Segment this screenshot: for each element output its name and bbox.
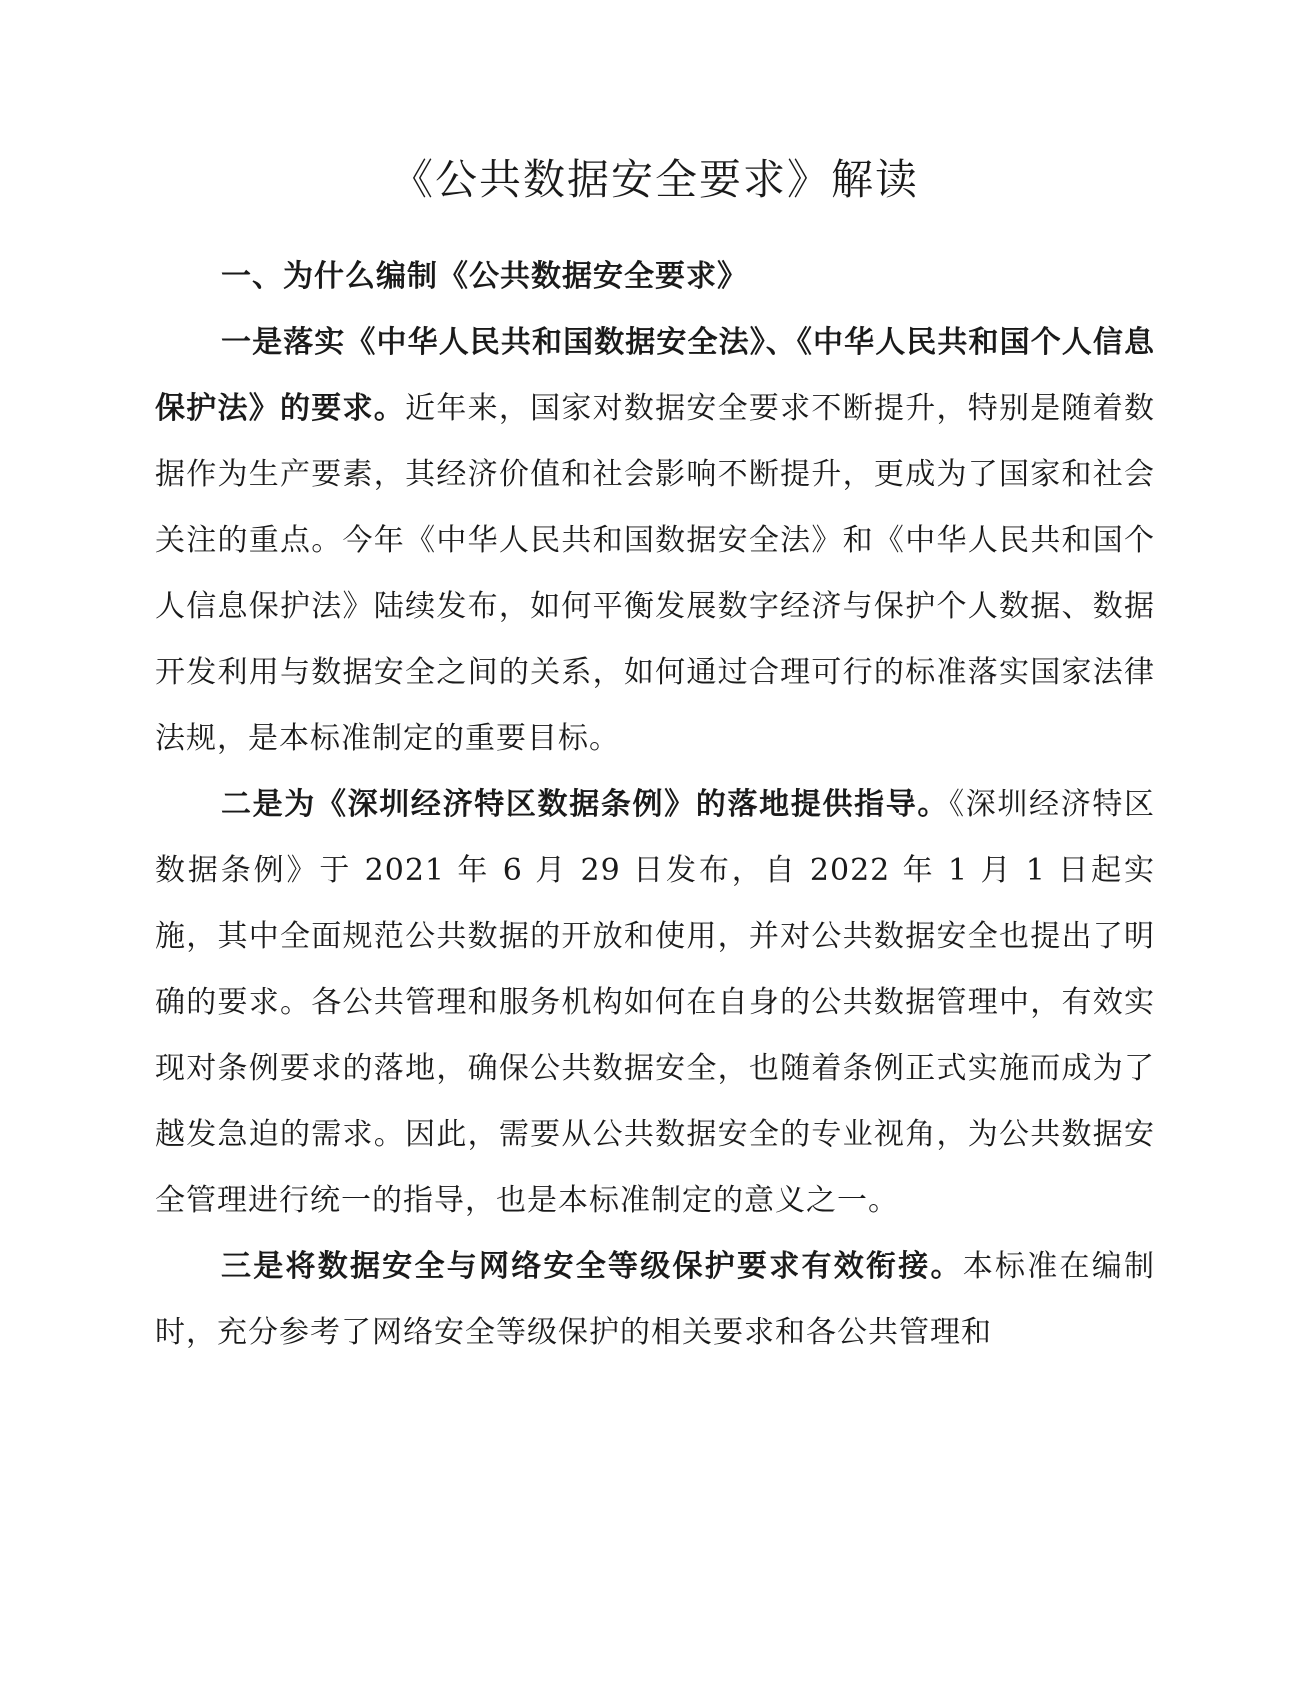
paragraph-1-body: 近年来，国家对数据安全要求不断提升，特别是随着数据作为生产要素，其经济价值和社会影响不断提升，更成为了国家和社会关注的重点。今年《中华人民共和国数据安全法》和《中华人民共和国个人信息保护法》陆续发布，如何平衡发展数字经济与保护个人数据、数据开发利用与数据安全之间的关系，如何通过合理可行的标准落实国家法律法规，是本标准制定的重要目标。 bbox=[155, 391, 1156, 756]
paragraph-1 bbox=[155, 310, 1155, 772]
paragraph-2 bbox=[155, 772, 1155, 1234]
document-page bbox=[155, 150, 1155, 1366]
paragraph-2-body: 《深圳经济特区数据条例》于 2021 年 6 月 29 日发布，自 2022 年 1 月 1 日起实施，其中全面规范公共数据的开放和使用，并对公共数据安全也提出了明确的要求。各公共管理和服务机构如何在自身的公共数据管理中，有效实现对条例要求的落地，确保公共数据安全，也随着条例正式实施而成为了越发急迫的需求。因此，需要从公共数据安全的专业视角，为公共数据安全管理进行统一的指导，也是本标准制定的意义之一。 bbox=[155, 787, 1156, 1218]
paragraph-2-lead: 二是为《深圳经济特区数据条例》的落地提供指导。 bbox=[221, 787, 950, 822]
paragraph-3-lead: 三是将数据安全与网络安全等级保护要求有效衔接。 bbox=[221, 1249, 963, 1284]
section-heading: 一、为什么编制《公共数据安全要求》 bbox=[221, 259, 748, 294]
paragraph-3 bbox=[155, 1234, 1155, 1366]
document-title: 《公共数据安全要求》解读 bbox=[390, 155, 919, 204]
paragraph-1-lead: 一是落实《中华人民共和国数据安全法》、《中华人民共和国个人信息保护法》的要求。 bbox=[155, 325, 1155, 426]
paragraph-3-body: 本标准在编制时，充分参考了网络安全等级保护的相关要求和各公共管理和 bbox=[155, 1249, 1155, 1350]
